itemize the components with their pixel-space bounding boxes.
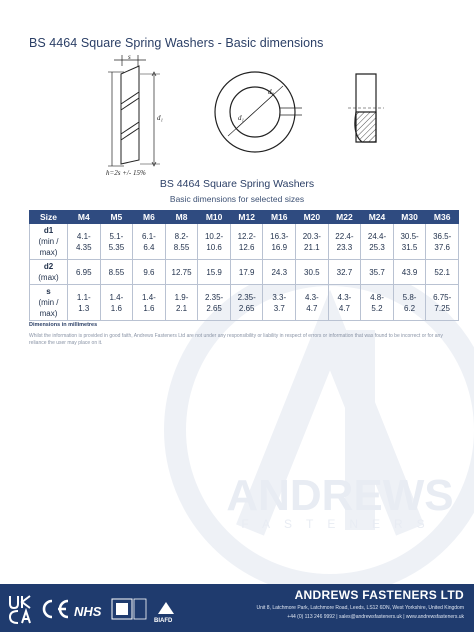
table-subheading: Basic dimensions for selected sizes — [169, 194, 305, 204]
table-cell: 1.1- 1.3 — [68, 285, 101, 321]
table-cell: 35.7 — [361, 260, 394, 285]
table-cell: 9.6 — [133, 260, 166, 285]
column-header: M8 — [165, 211, 198, 224]
table-cell: 2.35- 2.65 — [198, 285, 231, 321]
column-header: M16 — [263, 211, 296, 224]
table-cell: 17.9 — [230, 260, 263, 285]
biafd-label: BIAFD — [154, 618, 173, 624]
table-cell: 8.55 — [100, 260, 133, 285]
column-header: M12 — [230, 211, 263, 224]
table-cell: 6.95 — [68, 260, 101, 285]
table-cell: 6.1- 6.4 — [133, 224, 166, 260]
side-view-drawing — [108, 55, 160, 166]
column-header: Size — [30, 211, 68, 224]
table-cell: 5.1- 5.35 — [100, 224, 133, 260]
table-cell: 1.4- 1.6 — [100, 285, 133, 321]
footer-bar — [0, 584, 474, 632]
row-name: d2 — [43, 262, 54, 271]
column-header: M22 — [328, 211, 361, 224]
company-contact[interactable]: +44 (0) 113 246 9992 | sales@andrewsfasteners.uk | www.andrewsfasteners.uk — [287, 614, 464, 620]
table-cell: 20.3- 21.1 — [296, 224, 329, 260]
dimensions-table — [29, 210, 459, 321]
company-name: ANDREWS FASTENERS LTD — [294, 588, 464, 602]
table-row — [30, 285, 459, 321]
table-cell: 22.4- 23.3 — [328, 224, 361, 260]
table-cell: 3.3- 3.7 — [263, 285, 296, 321]
table-cell: 5.8- 6.2 — [393, 285, 426, 321]
column-header: M24 — [361, 211, 394, 224]
table-cell: 16.3- 16.9 — [263, 224, 296, 260]
table-cell: 6.75- 7.25 — [426, 285, 459, 321]
watermark-brand: ANDREWS — [226, 471, 454, 520]
table-cell: 30.5- 31.5 — [393, 224, 426, 260]
row-subtitle: (min / max) — [38, 298, 59, 318]
table-cell: 32.7 — [328, 260, 361, 285]
nhs-icon: NHS — [74, 604, 102, 619]
table-cell: 10.2- 10.6 — [198, 224, 231, 260]
section-view-drawing — [348, 74, 384, 142]
biafd-icon — [154, 602, 174, 624]
ukca-icon — [10, 596, 30, 623]
table-cell: 15.9 — [198, 260, 231, 285]
table-cell: 30.5 — [296, 260, 329, 285]
table-cell: 2.35- 2.65 — [230, 285, 263, 321]
column-header: M5 — [100, 211, 133, 224]
column-header: M20 — [296, 211, 329, 224]
side-view-d1-label: d₁ — [157, 114, 163, 122]
row-name: s — [46, 287, 51, 296]
document-title: BS 4464 Square Spring Washers - Basic dimensions — [29, 36, 324, 50]
table-cell: 4.8- 5.2 — [361, 285, 394, 321]
table-cell: 12.75 — [165, 260, 198, 285]
column-header: M36 — [426, 211, 459, 224]
table-cell: 12.2- 12.6 — [230, 224, 263, 260]
table-cell: 24.3 — [263, 260, 296, 285]
table-cell: 4.1- 4.35 — [68, 224, 101, 260]
front-view-drawing — [215, 72, 302, 152]
ce-mark-icon — [44, 601, 68, 617]
units-note: Dimensions in millimetres — [29, 322, 98, 328]
table-row — [30, 224, 459, 260]
watermark-tagline: FASTENERS — [241, 517, 439, 531]
column-header: M6 — [133, 211, 166, 224]
table-row — [30, 260, 459, 285]
company-address: Unit 8, Latchmore Park, Latchmore Road, Leeds, LS12 6DN, West Yorkshire, United Kingdom — [256, 605, 464, 611]
table-cell: 24.4- 25.3 — [361, 224, 394, 260]
side-view-s-label: s — [128, 53, 131, 61]
table-cell: 43.9 — [393, 260, 426, 285]
row-subtitle: (max) — [38, 273, 59, 282]
column-header: M4 — [68, 211, 101, 224]
table-cell: 1.9- 2.1 — [165, 285, 198, 321]
quality-cert-icon — [112, 599, 146, 619]
table-heading: BS 4464 Square Spring Washers — [159, 178, 315, 190]
row-header — [30, 260, 68, 285]
certification-logos — [8, 594, 198, 624]
side-view-formula: h=2s +/- 15% — [106, 169, 146, 177]
table-cell: 4.3- 4.7 — [296, 285, 329, 321]
table-cell: 1.4- 1.6 — [133, 285, 166, 321]
table-cell: 4.3- 4.7 — [328, 285, 361, 321]
row-name: d1 — [43, 226, 54, 235]
table-cell: 36.5- 37.6 — [426, 224, 459, 260]
front-view-d2-label: d₂ — [268, 88, 274, 96]
table-header-row — [30, 211, 459, 224]
front-view-d1-label: d₁ — [238, 114, 244, 122]
row-header — [30, 224, 68, 260]
column-header: M10 — [198, 211, 231, 224]
disclaimer-text: Whilst the information is provided in good faith, Andrews Fasteners Ltd are not under any responsibility or liability in respect of errors or information that was found to be incorrect or for any reliance the user may place on it. — [29, 333, 443, 346]
row-subtitle: (min / max) — [38, 237, 59, 257]
row-header — [30, 285, 68, 321]
column-header: M30 — [393, 211, 426, 224]
table-cell: 52.1 — [426, 260, 459, 285]
technical-drawings — [0, 52, 474, 180]
table-cell: 8.2- 8.55 — [165, 224, 198, 260]
